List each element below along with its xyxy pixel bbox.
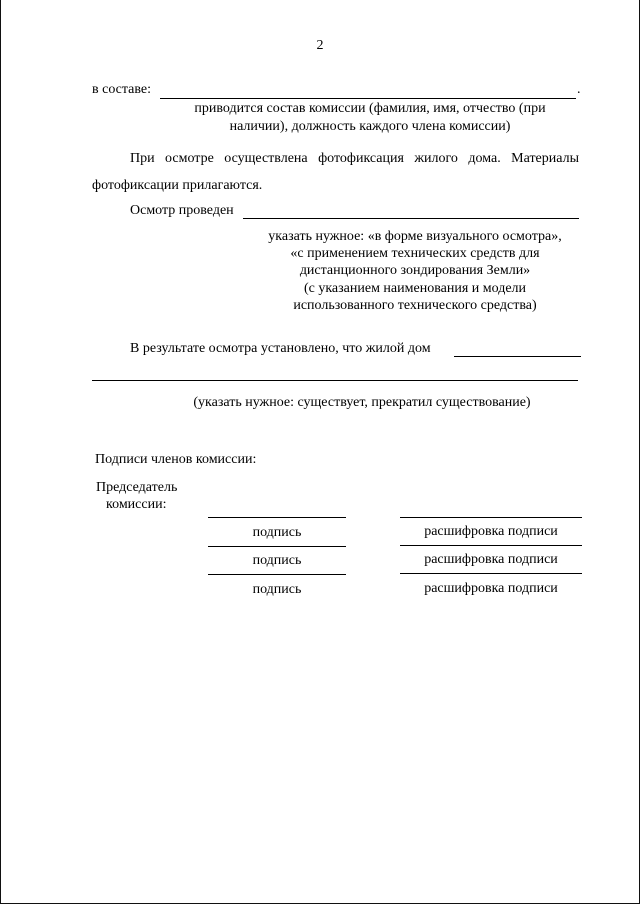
signature-label-3: подпись [252,582,302,597]
decryption-line-1 [400,517,582,518]
signature-label-1: подпись [252,525,302,540]
composition-trailing-dot: . [577,82,581,97]
chairman-label-line2: комиссии: [106,497,167,512]
signature-line-1 [208,517,346,518]
result-note: (указать нужное: существует, прекратил существование) [193,395,531,410]
inspection-field-line [243,218,579,219]
inspection-note-line2: «с применением технических средств для [290,246,540,261]
inspection-note-line3: дистанционного зондирования Земли» [299,263,531,278]
inspection-label: Осмотр проведен [130,203,234,218]
result-field-line-2 [92,380,578,381]
signature-label-2: подпись [252,553,302,568]
chairman-label-line1: Председатель [96,480,178,495]
decryption-line-2 [400,545,582,546]
signatures-heading: Подписи членов комиссии: [95,452,257,467]
result-label: В результате осмотра установлено, что жилой дом [130,341,431,356]
decryption-label-2: расшифровка подписи [424,552,558,567]
inspection-note-line4: (с указанием наименования и модели [303,281,527,296]
decryption-line-3 [400,573,582,574]
decryption-label-1: расшифровка подписи [424,524,558,539]
composition-field-line [160,98,576,99]
signature-line-2 [208,546,346,547]
inspection-note-line5: использованного технического средства) [293,298,537,313]
decryption-label-3: расшифровка подписи [424,581,558,596]
photo-paragraph-line2: фотофиксации прилагаются. [92,178,263,193]
page-number: 2 [316,38,324,53]
signature-line-3 [208,574,346,575]
photo-paragraph-line1: При осмотре осуществлена фотофиксация жилого дома. Материалы [130,151,579,166]
composition-note-line1: приводится состав комиссии (фамилия, имя, отчество (при [194,101,546,116]
inspection-note-line1: указать нужное: «в форме визуального осмотра», [268,229,562,244]
composition-note-line2: наличии), должность каждого члена комиссии) [229,119,511,134]
result-field-line-1 [454,356,581,357]
composition-label: в составе: [92,82,152,97]
